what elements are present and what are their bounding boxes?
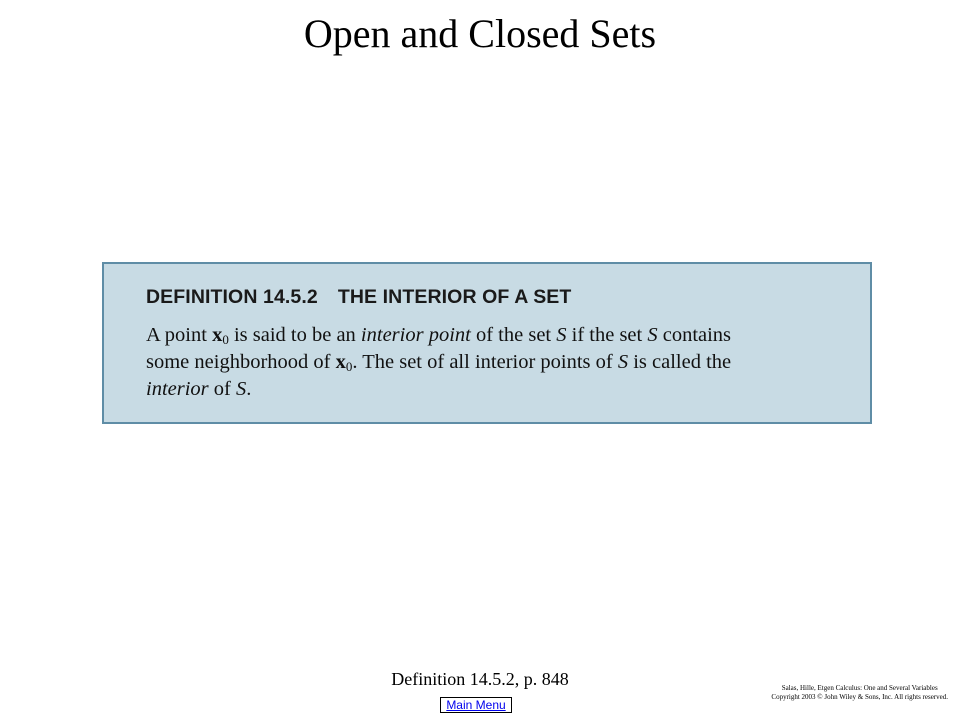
slide-caption: Definition 14.5.2, p. 848 [391,669,569,689]
vector-x: x [212,324,223,346]
definition-line-1 [146,322,846,349]
text: . [246,378,252,400]
set-symbol: S [647,324,658,346]
set-symbol: S [617,351,629,373]
set-symbol: S [556,324,567,346]
text: of [208,378,236,400]
term-interior-point: interior point [360,324,471,346]
definition-heading [146,286,571,309]
text: some neighborhood of [146,351,336,373]
copyright-line-1: Salas, Hille, Etgen Calculus: One and Several Variables [781,684,938,692]
text: of the set [470,324,557,346]
text: A point [146,324,213,346]
text: is called the [628,351,732,373]
definition-line-3 [146,376,846,403]
text: if the set [566,324,648,346]
text: . The set of all interior points of [352,351,618,373]
set-symbol: S [235,378,247,400]
copyright-line-2: Copyright 2003 © John Wiley & Sons, Inc. All rights reserved. [771,693,948,701]
page-title: Open and Closed Sets [303,11,657,56]
text: contains [657,324,732,346]
term-interior: interior [146,378,209,400]
subscript: 0 [345,359,353,374]
definition-body [146,322,846,403]
definition-line-2 [146,349,846,376]
subscript: 0 [222,332,229,347]
copyright-notice [771,684,948,702]
definition-number: DEFINITION 14.5.2 [146,286,318,308]
text: is said to be an [228,324,361,346]
definition-box [102,262,872,424]
vector-x: x [335,351,346,373]
main-menu-button[interactable]: Main Menu [440,697,512,713]
definition-heading-title: THE INTERIOR OF A SET [337,286,572,308]
